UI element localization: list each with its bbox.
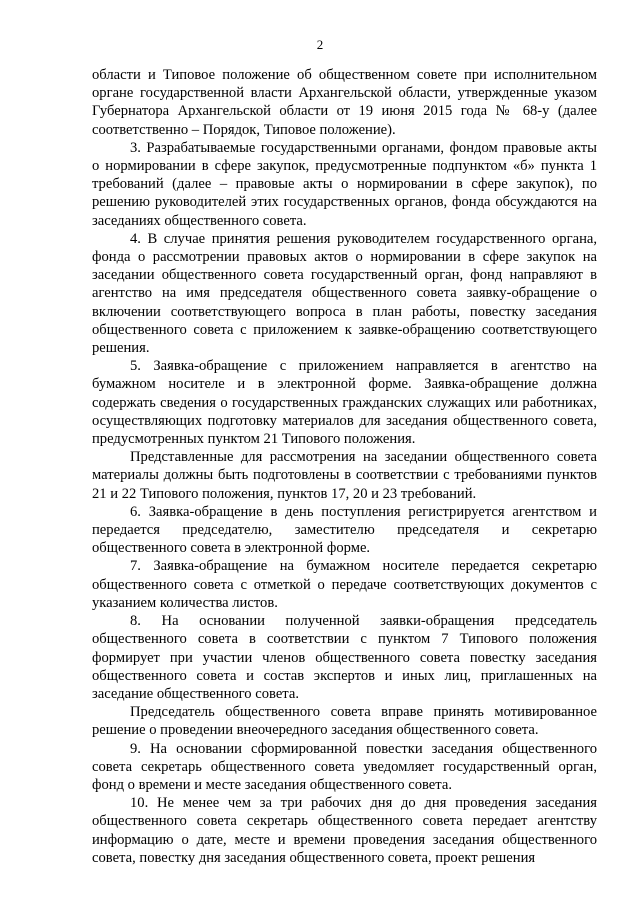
- paragraph-item-5-materials: Представленные для рассмотрения на заседании общественного совета материалы должны быть подготовлены в соответствии с требованиями пунктов 21 и 22 Типового положения, пунктов 17, 20 и 23 требований.: [92, 449, 597, 502]
- paragraph-item-10: 10. Не менее чем за три рабочих дня до дня проведения заседания общественного совета секретарь общественного совета передает агентству информацию о дате, месте и времени проведения заседания общественного совета, повестку дня заседания общественного совета, проект решения: [92, 795, 597, 866]
- paragraph-item-3: 3. Разрабатываемые государственными органами, фондом правовые акты о нормировании в сфере закупок, предусмотренные подпунктом «б» пункта 1 требований (далее – правовые акты о нормировании в сфере закупок), по решению руководителей этих государственных органов, фонда обсуждаются на заседаниях общественного совета.: [92, 139, 597, 229]
- paragraph-item-8-chairman: Председатель общественного совета вправе принять мотивированное решение о проведении внеочередного заседания общественного совета.: [92, 704, 597, 739]
- paragraph-item-7: 7. Заявка-обращение на бумажном носителе передается секретарю общественного совета с отметкой о передаче соответствующих документов с указанием количества листов.: [92, 558, 597, 611]
- paragraph-item-5: 5. Заявка-обращение с приложением направляется в агентство на бумажном носителе и в электронной форме. Заявка-обращение должна содержать сведения о государственных гражданских служащих или работниках, осуществляющих подготовку материалов для заседания общественного совета, предусмотренных пунктом 21 Типового положения.: [92, 358, 597, 448]
- page-number: 2: [316, 37, 324, 52]
- document-body: [92, 66, 597, 867]
- paragraph-item-4: 4. В случае принятия решения руководителем государственного органа, фонда о рассмотрении правовых актов о нормировании в сфере закупок на заседании общественного совета государственный орган, фонд направляют в агентство на имя председателя общественного совета заявку-обращение о включении соответствующего вопроса в план работы, повестку заседания общественного совета с приложением к заявке-обращению соответствующего решения.: [92, 230, 597, 357]
- paragraph-item-6: 6. Заявка-обращение в день поступления регистрируется агентством и передается председателю, заместителю председателя и секретарю общественного совета в электронной форме.: [92, 503, 597, 557]
- paragraph-item-9: 9. На основании сформированной повестки заседания общественного совета секретарь общественного совета уведомляет государственный орган, фонд о времени и месте заседания общественного совета.: [92, 740, 597, 793]
- paragraph-item-8: 8. На основании полученной заявки-обращения председатель общественного совета в соответствии с пунктом 7 Типового положения формирует при участии членов общественного совета повестку заседания общественного совета и состав экспертов и иных лиц, приглашенных на заседание общественного совета.: [92, 613, 597, 702]
- paragraph-continuation: области и Типовое положение об общественном совете при исполнительном органе государственной власти Архангельской области, утвержденные указом Губернатора Архангельской области от 19 июня 2015 года № 68-у (далее соответственно – Порядок, Типовое положение).: [92, 67, 597, 138]
